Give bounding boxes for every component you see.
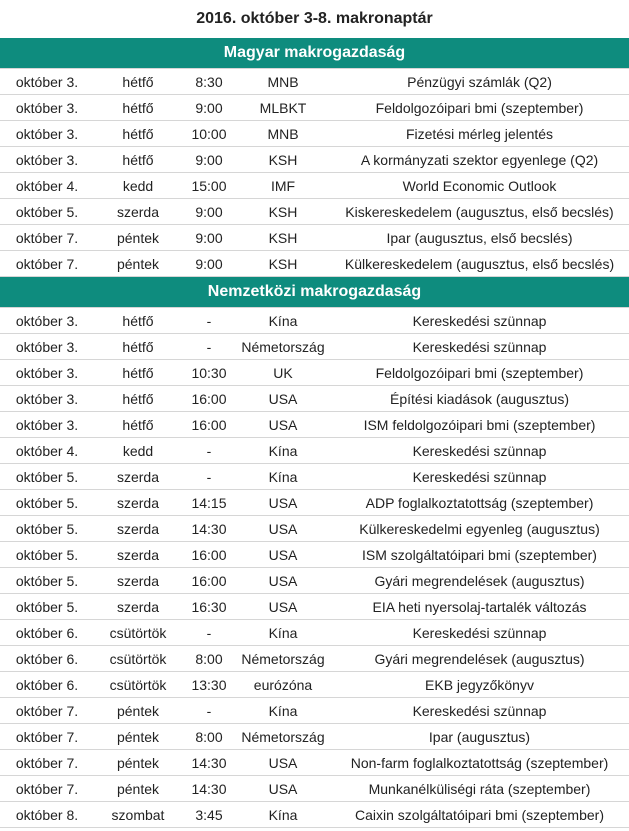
time-cell: 9:00 [182, 147, 236, 173]
day-cell: péntek [94, 750, 182, 776]
table-row [0, 438, 629, 464]
table-row [0, 542, 629, 568]
date-cell: október 5. [0, 199, 94, 225]
event-cell: Külkereskedelem (augusztus, első becslés) [330, 251, 629, 277]
time-cell: 14:30 [182, 776, 236, 802]
day-cell: kedd [94, 438, 182, 464]
table-row [0, 69, 629, 95]
date-cell: október 5. [0, 464, 94, 490]
table-row [0, 516, 629, 542]
table-row [0, 251, 629, 277]
day-cell: hétfő [94, 308, 182, 334]
date-cell: október 3. [0, 412, 94, 438]
day-cell: hétfő [94, 412, 182, 438]
event-cell: Kereskedési szünnap [330, 464, 629, 490]
event-cell: EKB jegyzőkönyv [330, 672, 629, 698]
day-cell: hétfő [94, 386, 182, 412]
time-cell: 14:15 [182, 490, 236, 516]
time-cell: 14:30 [182, 750, 236, 776]
event-cell: Gyári megrendelések (augusztus) [330, 568, 629, 594]
event-cell: Kereskedési szünnap [330, 438, 629, 464]
table-row [0, 360, 629, 386]
date-cell: október 3. [0, 147, 94, 173]
event-cell: Külkereskedelmi egyenleg (augusztus) [330, 516, 629, 542]
event-cell: Építési kiadások (augusztus) [330, 386, 629, 412]
day-cell: péntek [94, 698, 182, 724]
source-cell: USA [236, 776, 330, 802]
time-cell: 9:00 [182, 225, 236, 251]
date-cell: október 5. [0, 490, 94, 516]
hungarian-calendar-table [0, 68, 629, 277]
day-cell: szerda [94, 199, 182, 225]
date-cell: október 3. [0, 95, 94, 121]
day-cell: hétfő [94, 69, 182, 95]
day-cell: szerda [94, 568, 182, 594]
day-cell: hétfő [94, 121, 182, 147]
table-row [0, 802, 629, 828]
date-cell: október 7. [0, 724, 94, 750]
event-cell: Munkanélküliségi ráta (szeptember) [330, 776, 629, 802]
date-cell: október 7. [0, 750, 94, 776]
time-cell: - [182, 334, 236, 360]
date-cell: október 4. [0, 438, 94, 464]
time-cell: - [182, 698, 236, 724]
day-cell: szerda [94, 490, 182, 516]
time-cell: - [182, 464, 236, 490]
time-cell: - [182, 438, 236, 464]
source-cell: eurózóna [236, 672, 330, 698]
event-cell: Kereskedési szünnap [330, 698, 629, 724]
table-row [0, 724, 629, 750]
date-cell: október 3. [0, 386, 94, 412]
event-cell: Kereskedési szünnap [330, 308, 629, 334]
day-cell: hétfő [94, 360, 182, 386]
table-row [0, 594, 629, 620]
day-cell: csütörtök [94, 672, 182, 698]
day-cell: hétfő [94, 147, 182, 173]
date-cell: október 5. [0, 542, 94, 568]
time-cell: 16:00 [182, 542, 236, 568]
table-row [0, 308, 629, 334]
event-cell: Gyári megrendelések (augusztus) [330, 646, 629, 672]
table-row [0, 173, 629, 199]
source-cell: USA [236, 490, 330, 516]
table-row [0, 750, 629, 776]
source-cell: USA [236, 542, 330, 568]
source-cell: KSH [236, 251, 330, 277]
time-cell: 16:00 [182, 386, 236, 412]
date-cell: október 5. [0, 516, 94, 542]
international-calendar-table [0, 307, 629, 828]
source-cell: Kína [236, 698, 330, 724]
source-cell: USA [236, 594, 330, 620]
date-cell: október 3. [0, 360, 94, 386]
date-cell: október 4. [0, 173, 94, 199]
time-cell: 13:30 [182, 672, 236, 698]
table-row [0, 225, 629, 251]
source-cell: Németország [236, 724, 330, 750]
date-cell: október 3. [0, 69, 94, 95]
day-cell: csütörtök [94, 620, 182, 646]
time-cell: 10:00 [182, 121, 236, 147]
date-cell: október 7. [0, 776, 94, 802]
table-row [0, 646, 629, 672]
table-row [0, 568, 629, 594]
time-cell: 16:30 [182, 594, 236, 620]
day-cell: szerda [94, 464, 182, 490]
table-row [0, 464, 629, 490]
event-cell: A kormányzati szektor egyenlege (Q2) [330, 147, 629, 173]
date-cell: október 5. [0, 568, 94, 594]
event-cell: ADP foglalkoztatottság (szeptember) [330, 490, 629, 516]
table-row [0, 672, 629, 698]
day-cell: szombat [94, 802, 182, 828]
source-cell: IMF [236, 173, 330, 199]
time-cell: 8:00 [182, 724, 236, 750]
source-cell: Kína [236, 620, 330, 646]
table-row [0, 776, 629, 802]
time-cell: 14:30 [182, 516, 236, 542]
source-cell: Kína [236, 308, 330, 334]
event-cell: Ipar (augusztus) [330, 724, 629, 750]
date-cell: október 7. [0, 698, 94, 724]
time-cell: 9:00 [182, 199, 236, 225]
time-cell: 9:00 [182, 95, 236, 121]
source-cell: USA [236, 568, 330, 594]
table-row [0, 334, 629, 360]
time-cell: 8:00 [182, 646, 236, 672]
section-header-hungarian: Magyar makrogazdaság [0, 38, 629, 68]
date-cell: október 3. [0, 308, 94, 334]
day-cell: péntek [94, 776, 182, 802]
table-row [0, 490, 629, 516]
source-cell: Kína [236, 802, 330, 828]
day-cell: péntek [94, 251, 182, 277]
source-cell: KSH [236, 199, 330, 225]
event-cell: EIA heti nyersolaj-tartalék változás [330, 594, 629, 620]
source-cell: MLBKT [236, 95, 330, 121]
date-cell: október 7. [0, 225, 94, 251]
source-cell: KSH [236, 147, 330, 173]
table-row [0, 95, 629, 121]
source-cell: MNB [236, 121, 330, 147]
date-cell: október 7. [0, 251, 94, 277]
event-cell: Kiskereskedelem (augusztus, első becslés) [330, 199, 629, 225]
event-cell: Non-farm foglalkoztatottság (szeptember) [330, 750, 629, 776]
time-cell: 9:00 [182, 251, 236, 277]
table-row [0, 386, 629, 412]
source-cell: USA [236, 386, 330, 412]
source-cell: UK [236, 360, 330, 386]
time-cell: 8:30 [182, 69, 236, 95]
source-cell: USA [236, 516, 330, 542]
date-cell: október 5. [0, 594, 94, 620]
table-row [0, 121, 629, 147]
event-cell: Feldolgozóipari bmi (szeptember) [330, 95, 629, 121]
source-cell: MNB [236, 69, 330, 95]
day-cell: hétfő [94, 334, 182, 360]
event-cell: ISM szolgáltatóipari bmi (szeptember) [330, 542, 629, 568]
date-cell: október 6. [0, 620, 94, 646]
section-header-international: Nemzetközi makrogazdaság [0, 277, 629, 307]
day-cell: kedd [94, 173, 182, 199]
event-cell: Pénzügyi számlák (Q2) [330, 69, 629, 95]
source-cell: USA [236, 412, 330, 438]
day-cell: szerda [94, 516, 182, 542]
source-cell: USA [236, 750, 330, 776]
time-cell: - [182, 620, 236, 646]
time-cell: 15:00 [182, 173, 236, 199]
table-row [0, 698, 629, 724]
event-cell: Fizetési mérleg jelentés [330, 121, 629, 147]
event-cell: Caixin szolgáltatóipari bmi (szeptember) [330, 802, 629, 828]
source-cell: KSH [236, 225, 330, 251]
date-cell: október 3. [0, 334, 94, 360]
event-cell: Kereskedési szünnap [330, 334, 629, 360]
date-cell: október 6. [0, 672, 94, 698]
event-cell: Feldolgozóipari bmi (szeptember) [330, 360, 629, 386]
event-cell: World Economic Outlook [330, 173, 629, 199]
page-title: 2016. október 3-8. makronaptár [196, 10, 433, 27]
event-cell: ISM feldolgozóipari bmi (szeptember) [330, 412, 629, 438]
event-cell: Kereskedési szünnap [330, 620, 629, 646]
source-cell: Kína [236, 438, 330, 464]
event-cell: Ipar (augusztus, első becslés) [330, 225, 629, 251]
date-cell: október 6. [0, 646, 94, 672]
day-cell: szerda [94, 594, 182, 620]
time-cell: 16:00 [182, 568, 236, 594]
day-cell: hétfő [94, 95, 182, 121]
date-cell: október 8. [0, 802, 94, 828]
source-cell: Kína [236, 464, 330, 490]
time-cell: 16:00 [182, 412, 236, 438]
time-cell: 3:45 [182, 802, 236, 828]
table-row [0, 412, 629, 438]
source-cell: Németország [236, 334, 330, 360]
day-cell: péntek [94, 225, 182, 251]
source-cell: Németország [236, 646, 330, 672]
table-row [0, 147, 629, 173]
time-cell: - [182, 308, 236, 334]
day-cell: csütörtök [94, 646, 182, 672]
time-cell: 10:30 [182, 360, 236, 386]
date-cell: október 3. [0, 121, 94, 147]
table-row [0, 199, 629, 225]
day-cell: péntek [94, 724, 182, 750]
table-row [0, 620, 629, 646]
day-cell: szerda [94, 542, 182, 568]
